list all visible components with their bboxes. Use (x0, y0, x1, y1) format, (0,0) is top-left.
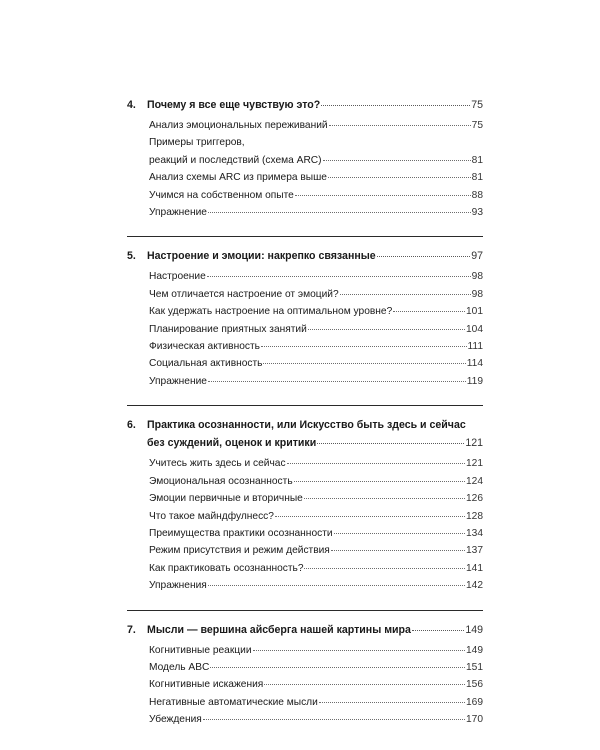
page-number: 98 (471, 288, 483, 300)
item-title: Учитесь жить здесь и сейчас (149, 458, 286, 470)
page-number: 126 (466, 493, 483, 505)
dot-leader (328, 176, 471, 178)
page-number: 98 (471, 271, 483, 283)
chapter-number: 6. (127, 419, 136, 432)
chapter-7 (127, 610, 483, 729)
dot-leader (263, 362, 465, 364)
page-number: 137 (466, 545, 483, 557)
item-title: Учимся на собственном опыте (149, 189, 294, 201)
toc-item[interactable] (127, 676, 483, 693)
item-title: реакций и последствий (схема ARC) (149, 154, 322, 166)
item-title: Убеждения (149, 714, 202, 726)
dot-leader (264, 683, 465, 685)
page-number: 104 (466, 323, 483, 335)
item-title: Социальная активность (149, 358, 263, 370)
item-title: Что такое майндфулнесс? (149, 510, 274, 522)
dot-leader (321, 104, 470, 106)
page-number: 111 (467, 341, 483, 353)
toc-item[interactable] (127, 303, 483, 320)
toc-item[interactable] (127, 577, 483, 594)
toc-item[interactable] (127, 659, 483, 676)
toc-item[interactable] (127, 204, 483, 221)
toc-item[interactable] (127, 373, 483, 390)
toc-item[interactable] (127, 560, 483, 577)
dot-leader (334, 532, 465, 534)
page-number: 142 (466, 580, 483, 592)
dot-leader (331, 549, 465, 551)
chapter-heading[interactable] (127, 96, 483, 114)
chapter-6 (127, 405, 483, 594)
dot-leader (377, 255, 471, 257)
table-of-contents (127, 96, 483, 744)
page-number: 81 (471, 172, 483, 184)
dot-leader (319, 701, 465, 703)
item-title: Преимущества практики осознанности (149, 527, 333, 539)
toc-item[interactable] (127, 455, 483, 472)
dot-leader (203, 718, 465, 720)
page-number: 121 (465, 437, 483, 450)
dot-leader (329, 124, 471, 126)
dot-leader (208, 584, 465, 586)
chapter-heading[interactable] (127, 416, 483, 452)
toc-item[interactable] (127, 321, 483, 338)
chapter-heading[interactable] (127, 621, 483, 639)
toc-item[interactable] (127, 525, 483, 542)
toc-item[interactable] (127, 355, 483, 372)
toc-item[interactable] (127, 694, 483, 711)
item-title: Когнитивные реакции (149, 644, 252, 656)
item-title: Когнитивные искажения (149, 679, 264, 691)
dot-leader (323, 159, 471, 161)
page-number: 170 (466, 714, 483, 726)
dot-leader (295, 194, 471, 196)
toc-item[interactable] (127, 490, 483, 507)
chapter-number: 4. (127, 99, 136, 111)
item-title: Настроение (149, 271, 206, 283)
toc-item[interactable] (127, 508, 483, 525)
toc-item[interactable] (127, 642, 483, 659)
page-number: 119 (466, 375, 483, 387)
dot-leader (393, 310, 465, 312)
dot-leader (207, 275, 471, 277)
page-number: 156 (466, 679, 483, 691)
dot-leader (412, 629, 464, 631)
dot-leader (317, 442, 464, 444)
toc-item[interactable] (127, 542, 483, 559)
dot-leader (304, 567, 465, 569)
toc-item[interactable] (127, 473, 483, 490)
item-title: Режим присутствия и режим действия (149, 545, 330, 557)
page-number: 128 (466, 510, 483, 522)
dot-leader (208, 380, 466, 382)
chapter-number: 5. (127, 250, 136, 263)
page-number: 134 (466, 527, 483, 539)
page-number: 81 (471, 154, 483, 166)
page-number: 93 (471, 207, 483, 219)
toc-item[interactable] (127, 117, 483, 134)
item-title: Модель ABC (149, 661, 210, 673)
dot-leader (261, 345, 467, 347)
toc-item[interactable] (127, 268, 483, 285)
item-title: Эмоциональная осознанность (149, 475, 293, 487)
page-number: 75 (471, 120, 483, 131)
toc-item[interactable] (127, 187, 483, 204)
item-title: Физическая активность (149, 341, 260, 353)
page-number: 124 (466, 475, 483, 487)
item-title: Как практиковать осознанность? (149, 562, 304, 574)
toc-item[interactable] (127, 286, 483, 303)
chapter-title: без суждений, оценок и критики (147, 437, 317, 450)
chapter-title: Почему я все еще чувствую это? (147, 99, 321, 111)
page-number: 88 (471, 189, 483, 201)
dot-leader (208, 211, 471, 213)
page-number: 151 (466, 661, 483, 673)
page-number: 75 (471, 99, 483, 111)
page-number: 101 (466, 306, 483, 318)
item-title: Упражнение (149, 375, 207, 387)
toc-item[interactable] (127, 134, 483, 169)
dot-leader (294, 480, 465, 482)
item-title: Анализ эмоциональных переживаний (149, 120, 328, 131)
item-title: Упражнения (149, 580, 207, 592)
page-number: 149 (466, 644, 483, 656)
item-title: Планирование приятных занятий (149, 323, 307, 335)
item-title: Анализ схемы ARC из примера выше (149, 172, 327, 184)
page-number: 141 (466, 562, 483, 574)
item-title: Как удержать настроение на оптимальном уровне? (149, 306, 393, 318)
dot-leader (308, 328, 465, 330)
chapter-5 (127, 236, 483, 390)
item-title: Негативные автоматические мысли (149, 696, 318, 708)
page-number: 114 (466, 358, 483, 370)
item-title: Эмоции первичные и вторичные (149, 493, 303, 505)
page-number: 169 (466, 696, 483, 708)
toc-item[interactable] (127, 338, 483, 355)
page-number: 121 (466, 458, 483, 470)
dot-leader (275, 515, 465, 517)
dot-leader (253, 649, 465, 651)
item-title: Чем отличается настроение от эмоций? (149, 288, 339, 300)
toc-item[interactable] (127, 711, 483, 728)
chapter-number: 7. (127, 623, 136, 636)
dot-leader (340, 293, 471, 295)
page-number: 97 (471, 250, 483, 263)
dot-leader (287, 462, 465, 464)
dot-leader (210, 666, 465, 668)
item-title: Упражнение (149, 207, 207, 219)
chapter-title: Настроение и эмоции: накрепко связанные (147, 250, 376, 263)
toc-item[interactable] (127, 169, 483, 186)
chapter-title: Мысли — вершина айсберга нашей картины мира (147, 623, 411, 636)
chapter-heading[interactable] (127, 247, 483, 265)
chapter-4 (127, 96, 483, 221)
chapter-title-line1: Практика осознанности, или Искусство быть здесь и сейчас (147, 419, 466, 432)
dot-leader (304, 497, 465, 499)
item-title-line1: Примеры триггеров, (149, 137, 245, 149)
page-number: 149 (465, 623, 483, 636)
